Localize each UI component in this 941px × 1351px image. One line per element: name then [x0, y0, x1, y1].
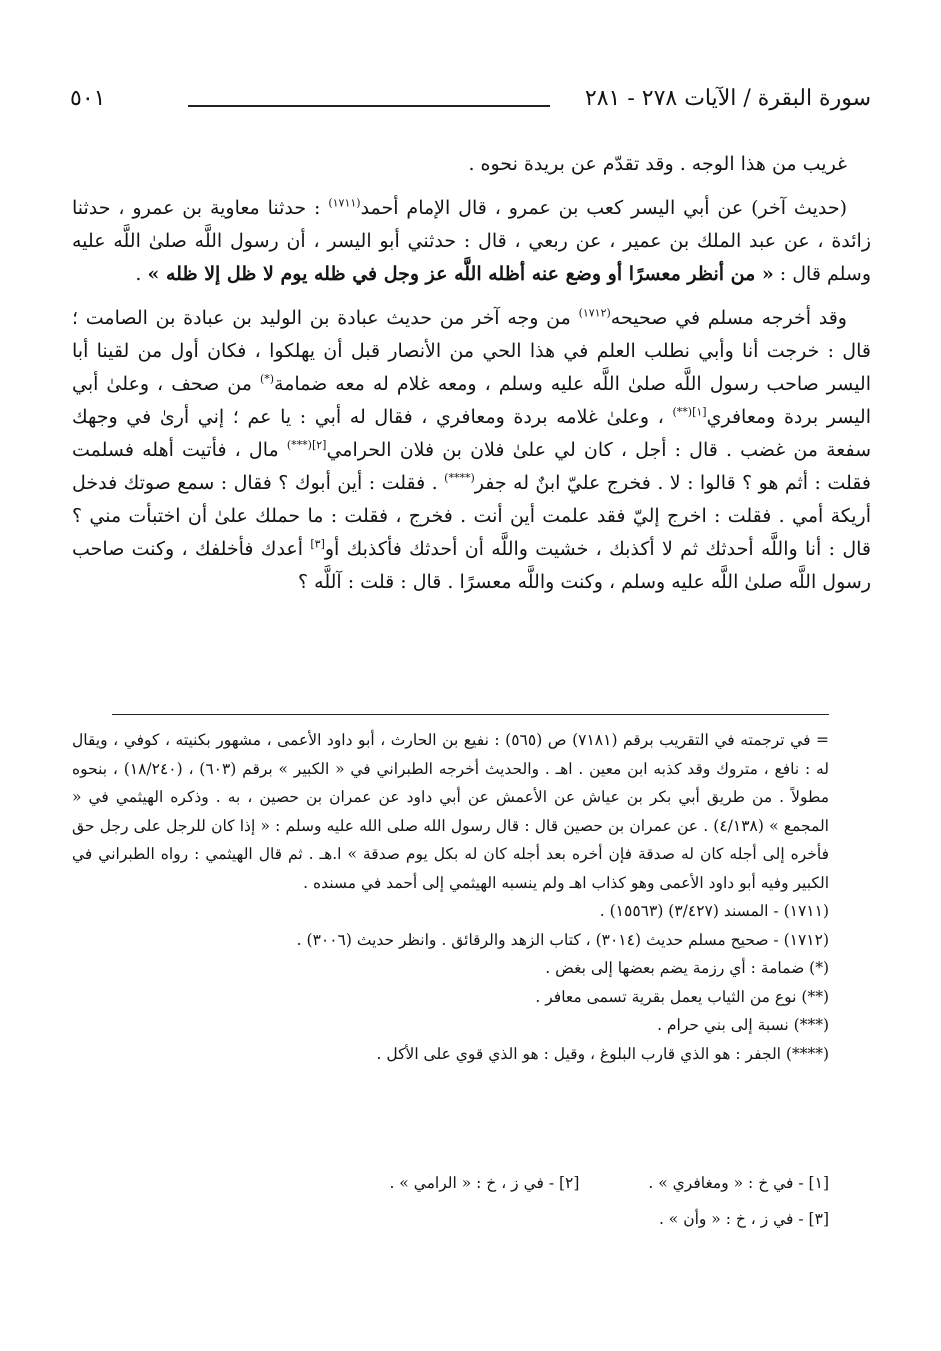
paragraph-text: غريب من هذا الوجه . وقد تقدّم عن بريدة نحوه .: [468, 153, 847, 175]
paragraph-text: أعدك فأخلفك ، وكنت صاحب رسول اللَّه صلىٰ اللَّه عليه وسلم ، وكنت واللَّه معسرًا . قال : قلت : آللَّه ؟: [72, 538, 871, 593]
running-title: سورة البقرة / الآيات ٢٧٨ - ٢٨١: [584, 86, 871, 111]
footnote-ref: (***): [286, 438, 312, 452]
footnote-separator: [112, 714, 829, 715]
variant-ref: [١]: [692, 405, 707, 419]
main-text: [72, 148, 871, 610]
paragraph: [72, 148, 871, 181]
footnote-star-3: (***) نسبة إلى بني حرام .: [657, 1016, 829, 1034]
paragraph: [72, 302, 871, 599]
paragraph-text: : حدثنا معاوية بن عمرو ، حدثنا زائدة ، عن عبد الملك بن عمير ، عن ربعي ، قال : حدثني أبو اليسر ، أن رسول اللَّه صلىٰ اللَّه عليه وسلم قال :: [72, 197, 871, 285]
variant-1: [١] - في خ : « ومغافري » .: [648, 1174, 829, 1192]
paragraph-text: (حديث آخر) عن أبي اليسر كعب بن عمرو ، قال الإمام أحمد: [360, 197, 847, 219]
paragraph-text: .: [135, 263, 148, 285]
variant-row: [200, 1201, 829, 1237]
variant-3: [٣] - في ز ، خ : « وأن » .: [658, 1210, 829, 1228]
footnote-ref: (١٧١٢): [578, 306, 611, 320]
footnote-continued: = في ترجمته في التقريب برقم (٧١٨١) ص (٥٦٥) : نفيع بن الحارث ، أبو داود الأعمى ، مشهور بكنيته ، كوفي ، ويقال له : نافع ، متروك وقد كذبه ابن معين . اهـ . والحديث أخرجه الطبراني في « الكبير » برقم (٦٠٣) ، (١٨/٢٤٠) ، بنحوه مطولاً . من طريق أبي بكر بن عياش عن الأعمش عن أبي داود عن عمران بن حصين ، به . وذكره الهيثمي في « المجمع » (٤/١٣٨) . عن عمران بن حصين قال : قال رسول الله صلى الله عليه وسلم : « إذا كان للرجل على رجل حق فأخره إلى أجله كان له صدقة فإن أخره بعد أجله كان له بكل يوم صدقة » ا.هـ . ثم قال الهيثمي : رواه الطبراني في الكبير وفيه أبو داود الأعمى وهو كذاب اهـ ولم ينسبه الهيثمي إلى أحمد في مسنده .: [72, 731, 830, 892]
paragraph-text: مال ، فأتيت أهله فسلمت فقلت : أثم هو ؟ قالوا : لا . فخرج عليّ ابنٌ له جفر: [72, 439, 871, 494]
hadith-quote: « من أنظر معسرًا أو وضع عنه أظله اللَّه عز وجل في ظله يوم لا ظل إلا ظله »: [147, 263, 774, 285]
paragraph-text: من وجه آخر من حديث عبادة بن الوليد بن عبادة بن الصامت ؛ قال : خرجت أنا وأبي نطلب العلم في هذا الحي من الأنصار قبل أن يهلكوا ، فكان أول من لقينا أبا اليسر صاحب رسول اللَّه صلىٰ اللَّه عليه وسلم ، ومعه غلام له معه ضمامة: [72, 307, 871, 395]
footnote-1712: (١٧١٢) - صحيح مسلم حديث (٣٠١٤) ، كتاب الزهد والرقائق . وانظر حديث (٣٠٠٦) .: [296, 930, 829, 949]
footnote-star-4: (****) الجفر : هو الذي قارب البلوغ ، وقيل : هو الذي قوي على الأكل .: [376, 1044, 829, 1063]
footnote-star-1: (*) ضمامة : أي رزمة يضم بعضها إلى بغض .: [545, 959, 829, 977]
paragraph-text: وقد أخرجه مسلم في صحيحه: [610, 307, 847, 329]
variant-2: [٢] - في ز ، خ : « الرامي » .: [389, 1174, 580, 1192]
footnote-1711: (١٧١١) - المسند (٣/٤٢٧) (١٥٥٦٣) .: [599, 902, 829, 920]
footnote-ref: (****): [444, 471, 475, 485]
footnotes: [72, 726, 829, 1068]
page-number: ٥٠١: [70, 86, 106, 111]
footnote-star-2: (**) نوع من الثياب يعمل بقرية تسمى معافر .: [535, 987, 829, 1006]
manuscript-variants: [200, 1165, 829, 1237]
variant-row: [200, 1165, 829, 1201]
variant-ref: [٣]: [310, 537, 325, 551]
paragraph-text: ، وعلىٰ غلامه بردة ومعافري ، فقال له أبي : يا عم ؛ إني أرىٰ في وجهك سفعة من غضب . قال : أجل ، كان لي علىٰ فلان بن فلان الحرامي: [72, 406, 871, 461]
variant-ref: [٢]: [311, 438, 327, 452]
paragraph-text: . فقلت : أين أبوك ؟ فقال : سمع صوتك فدخل أريكة أمي . فقلت : اخرج إليّ فقد علمت أين أنت . فخرج ، فقلت : ما حملك علىٰ أن اختبأت مني ؟ قال : أنا واللَّه أحدثك ثم لا أكذبك ، خشيت واللَّه أن أحدثك فأكذبك أو: [72, 472, 872, 560]
footnote-ref: (١٧١١): [328, 196, 361, 210]
footnote-ref: (**): [672, 405, 693, 419]
paragraph-text: من صحف ، وعلىٰ أبي اليسر بردة ومعافري: [72, 373, 871, 428]
page-header: [70, 86, 871, 122]
footnote-ref: (*): [259, 372, 275, 386]
paragraph: [72, 192, 871, 291]
header-rule: [188, 105, 550, 107]
